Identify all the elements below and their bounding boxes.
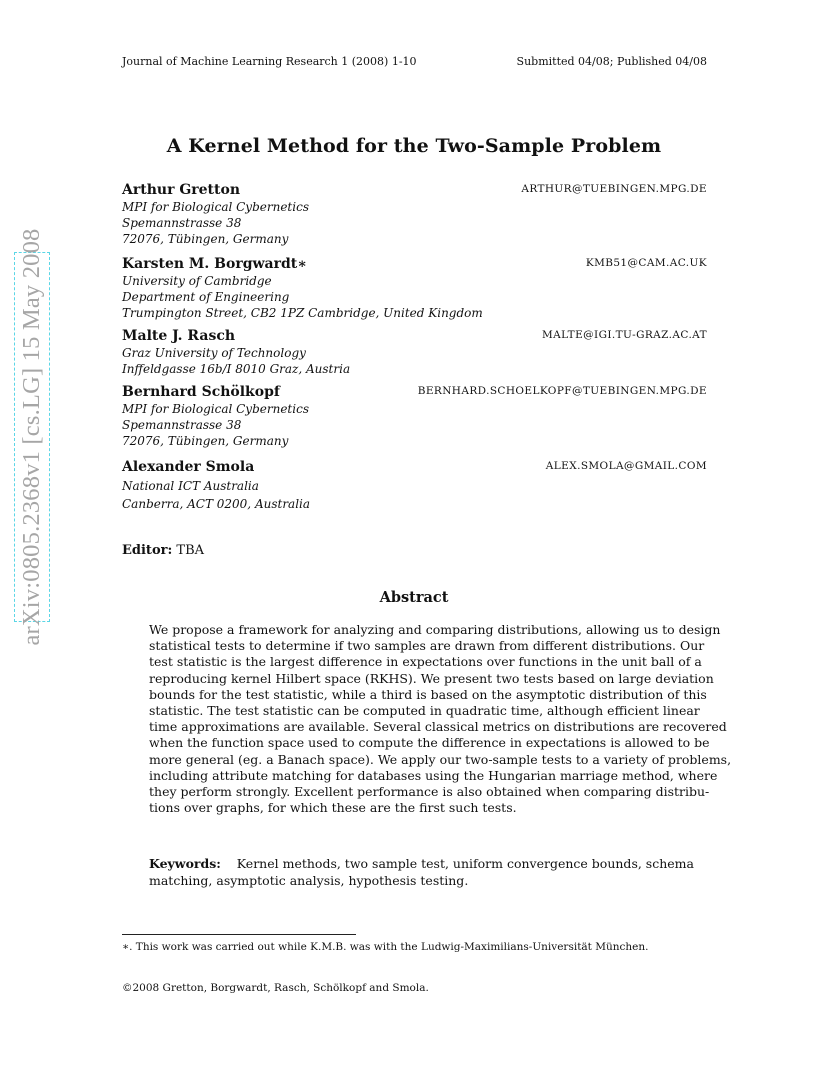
paper-title: A Kernel Method for the Two-Sample Problem [166,135,662,157]
abstract-line: including attribute matching for databases using the Hungarian marriage method, where [149,767,718,783]
affiliation-line: MPI for Biological Cybernetics [122,402,309,416]
author-block [122,458,707,512]
abstract-line: when the function space used to compute the difference in expectations is allowed to be [149,735,710,751]
affiliation-line: Inffeldgasse 16b/I 8010 Graz, Austria [122,362,351,376]
arxiv-identifier: arXiv:0805.2368v1 [cs.LG] 15 May 2008 [18,228,45,646]
abstract-line: reproducing kernel Hilbert space (RKHS). We present two tests based on large deviation [149,670,714,686]
footnote-divider [122,934,356,935]
abstract-line: We propose a framework for analyzing and comparing distributions, allowing us to design [149,622,721,637]
author-email[interactable]: MALTE@IGI.TU-GRAZ.AC.AT [542,329,707,341]
author-email[interactable]: KMB51@CAM.AC.UK [585,257,707,269]
author-name: Bernhard Schölkopf [122,384,280,400]
author-email[interactable]: ALEX.SMOLA@GMAIL.COM [545,460,707,472]
keywords-block [149,855,694,889]
editor-label: Editor: [122,543,173,558]
affiliation-line: Spemannstrasse 38 [122,216,242,230]
author-name: Malte J. Rasch [122,328,236,344]
author-block [122,383,707,449]
abstract-line: tions over graphs, for which these are the first such tests. [149,800,517,816]
abstract-line: they perform strongly. Excellent performance is also obtained when comparing distribu- [149,784,710,800]
arxiv-sidebar-stamp[interactable] [14,228,50,646]
abstract-line: test statistic is the largest difference in expectations over functions in the unit ball of a [149,654,702,670]
affiliation-line: 72076, Tübingen, Germany [122,434,289,448]
affiliation-line: Trumpington Street, CB2 1PZ Cambridge, United Kingdom [122,306,483,320]
abstract-line: bounds for the test statistic, while a third is based on the asymptotic distribution of this [149,686,707,702]
affiliation-line: University of Cambridge [122,274,272,288]
keywords-label: Keywords: [149,856,221,871]
abstract-line: statistic. The test statistic can be computed in quadratic time, although efficient linear [149,703,700,719]
affiliation-line: Department of Engineering [122,290,290,304]
keywords-line [149,855,694,872]
author-name: Karsten M. Borgwardt∗ [122,256,307,272]
footnote: ∗. This work was carried out while K.M.B. was with the Ludwig-Maximilians-Universität München. [122,941,649,953]
author-block [122,181,707,247]
copyright-notice: ©2008 Gretton, Borgwardt, Rasch, Schölkopf and Smola. [122,982,429,994]
abstract-heading: Abstract [379,589,449,606]
keywords-line: matching, asymptotic analysis, hypothesis testing. [149,873,469,888]
affiliation-line: Canberra, ACT 0200, Australia [122,497,311,511]
author-email[interactable]: BERNHARD.SCHOELKOPF@TUEBINGEN.MPG.DE [417,385,707,397]
journal-header: Journal of Machine Learning Research 1 (2008) 1-10 [122,55,417,68]
affiliation-line: National ICT Australia [122,479,259,493]
affiliation-line: Spemannstrasse 38 [122,418,242,432]
abstract-line: more general (eg. a Banach space). We apply our two-sample tests to a variety of problems, [149,751,732,767]
keywords-text: Kernel methods, two sample test, uniform convergence bounds, schema [236,856,694,871]
abstract-line: time approximations are available. Several classical metrics on distributions are recovered [149,719,727,735]
abstract-body [149,622,732,816]
submission-dates: Submitted 04/08; Published 04/08 [516,55,707,68]
affiliation-line: MPI for Biological Cybernetics [122,200,309,214]
editor-line [122,543,204,558]
affiliation-line: Graz University of Technology [122,346,306,360]
author-block [122,255,707,321]
author-name: Alexander Smola [122,459,255,475]
affiliation-line: 72076, Tübingen, Germany [122,232,289,246]
author-block [122,327,707,377]
abstract-line: statistical tests to determine if two samples are drawn from different distributions. Our [149,638,705,654]
author-email[interactable]: ARTHUR@TUEBINGEN.MPG.DE [521,183,707,195]
author-name: Arthur Gretton [122,182,241,198]
editor-value: TBA [176,543,205,558]
